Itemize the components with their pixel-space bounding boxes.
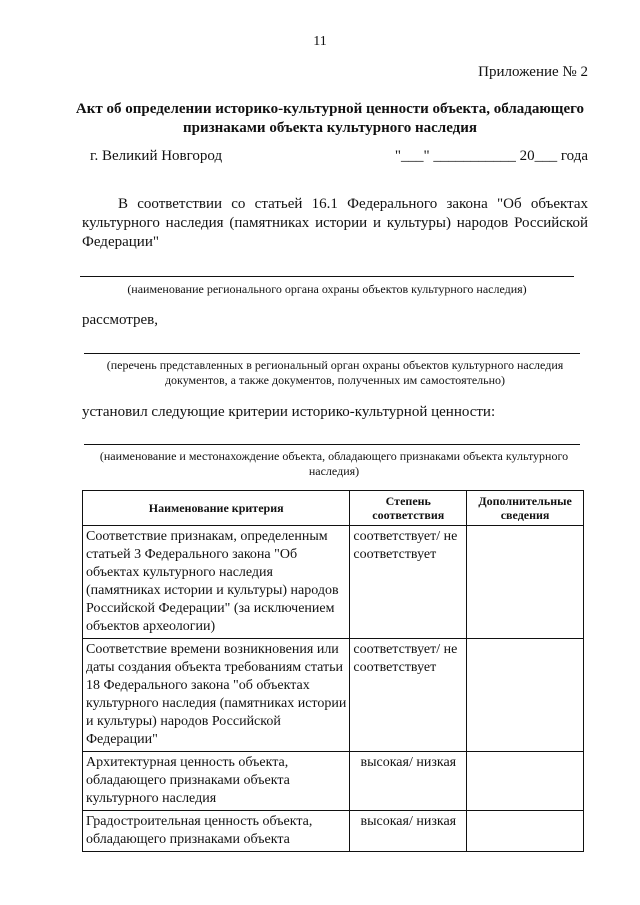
table-header-row <box>83 491 584 526</box>
table-row <box>83 526 584 639</box>
page-number: 11 <box>313 34 327 49</box>
city: г. Великий Новгород <box>90 148 223 164</box>
degree-cell: соответствует/ не соответствует <box>350 639 467 752</box>
degree-cell: высокая/ низкая <box>350 752 467 811</box>
document-title: Акт об определении историко-культурной ценности объекта, обладающего признаками объекта культурного наследия <box>75 101 585 136</box>
extra-cell <box>467 639 584 752</box>
blank-line-object <box>84 444 580 445</box>
date-line: "___" ___________ 20___ года <box>394 148 588 164</box>
criterion-cell: Градостроительная ценность объекта, обладающего признаками объекта <box>83 811 350 852</box>
extra-cell <box>467 752 584 811</box>
table-row <box>83 639 584 752</box>
criterion-cell: Архитектурная ценность объекта, обладающего признаками объекта культурного наследия <box>83 752 350 811</box>
extra-cell <box>467 811 584 852</box>
header-degree: Степень соответствия <box>350 491 467 526</box>
caption-docs: (перечень представленных в региональный орган охраны объектов культурного наследия документов, а также документов, полученных им самостоятельно) <box>106 358 564 387</box>
header-extra: Дополнительные сведения <box>467 491 584 526</box>
table-row <box>83 811 584 852</box>
degree-cell: высокая/ низкая <box>350 811 467 852</box>
caption-body: (наименование регионального органа охраны объектов культурного наследия) <box>127 282 527 296</box>
caption-object: (наименование и местонахождение объекта, обладающего признаками объекта культурного наследия) <box>99 449 569 478</box>
criterion-cell: Соответствие признакам, определенным статьей 3 Федерального закона "Об объектах культурного наследия (памятниках истории и культуры) народов Российской Федерации" (за исключением объектов археологии) <box>83 526 350 639</box>
criteria-table <box>82 490 584 852</box>
degree-cell: соответствует/ не соответствует <box>350 526 467 639</box>
blank-line-docs <box>84 353 580 354</box>
table-row <box>83 752 584 811</box>
reviewed-label: рассмотрев, <box>82 312 158 328</box>
blank-line-body <box>80 276 574 277</box>
established-label: установил следующие критерии историко-культурной ценности: <box>82 404 496 420</box>
extra-cell <box>467 526 584 639</box>
appendix-label: Приложение № 2 <box>478 64 588 80</box>
criterion-cell: Соответствие времени возникновения или даты создания объекта требованиям статьи 18 Федерального закона "об объектах культурного наследия (памятниках истории и культуры) народов Российской Федерации" <box>83 639 350 752</box>
header-criterion: Наименование критерия <box>83 491 350 526</box>
intro-paragraph: В соответствии со статьей 16.1 Федерального закона "Об объектах культурного наследия (памятниках истории и культуры) народов Российской Федерации" <box>82 196 588 250</box>
